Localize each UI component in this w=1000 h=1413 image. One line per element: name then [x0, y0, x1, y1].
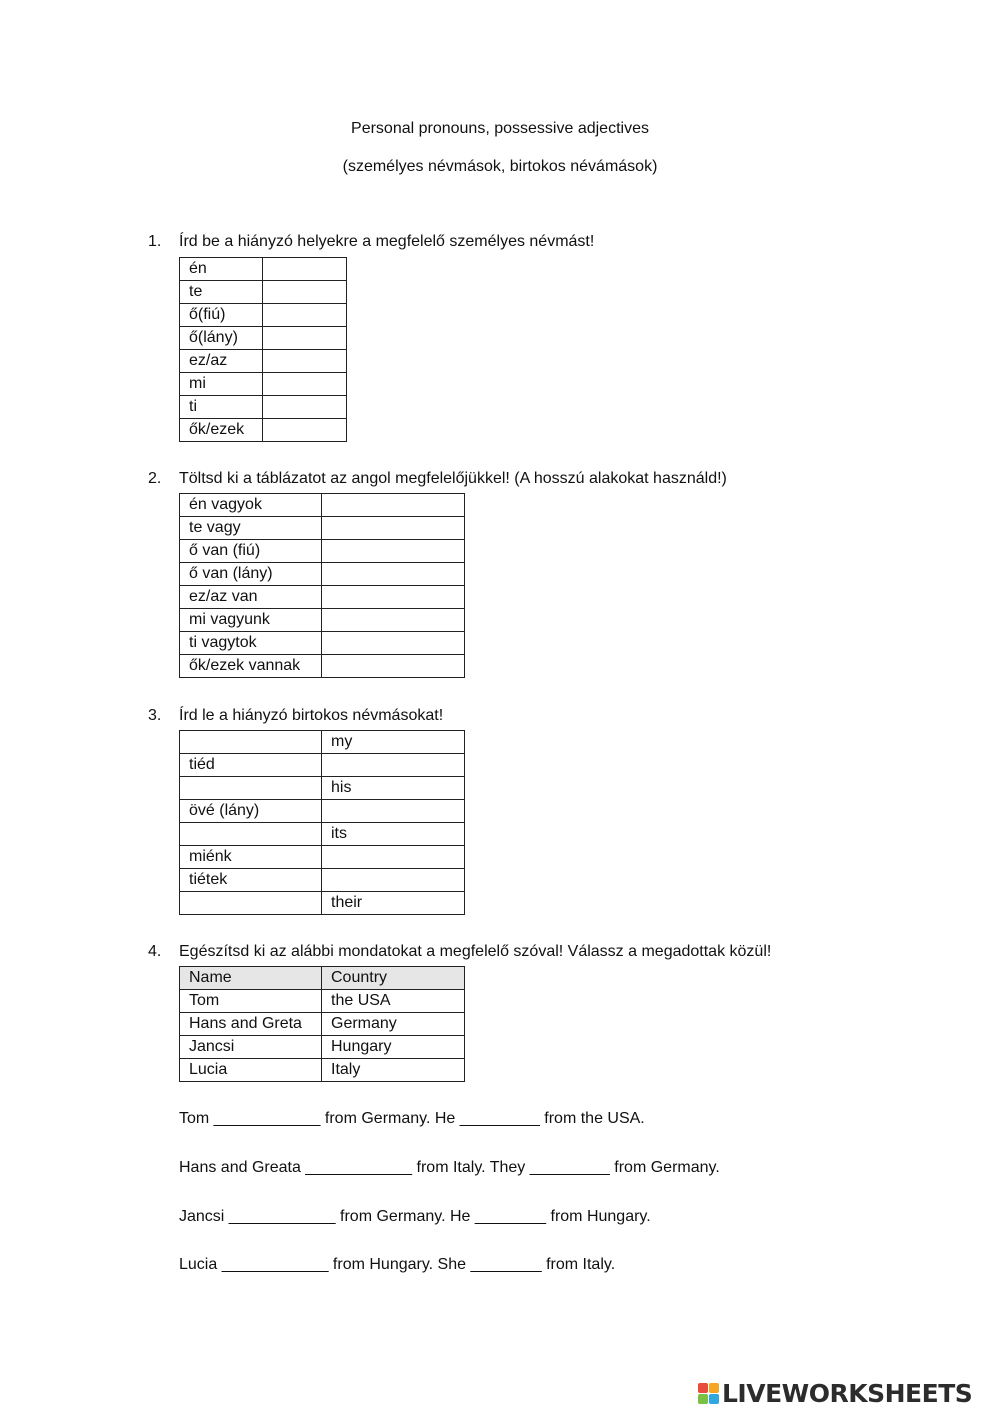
table-row: [180, 304, 347, 327]
table-row: [180, 823, 465, 846]
question-text: Egészítsd ki az alábbi mondatokat a megfelelő szóval! Válassz a megadottak közül!: [179, 943, 772, 960]
cell-hungarian: miénk: [180, 846, 322, 869]
cell-hungarian-input[interactable]: [180, 892, 322, 915]
cell-hungarian: tiétek: [180, 869, 322, 892]
cell-answer-input[interactable]: [322, 609, 465, 632]
cell-country: Italy: [322, 1059, 465, 1082]
question-text: Írd le a hiányzó birtokos névmásokat!: [179, 707, 444, 724]
cell-hungarian: mi: [180, 373, 263, 396]
table-to-be: [179, 493, 465, 678]
table-row: [180, 540, 465, 563]
cell-hungarian: ő(lány): [180, 327, 263, 350]
table-row: [180, 869, 465, 892]
cell-hungarian: ti: [180, 396, 263, 419]
table-row: [180, 754, 465, 777]
cell-answer-input[interactable]: [322, 586, 465, 609]
cell-hungarian: mi vagyunk: [180, 609, 322, 632]
cell-hungarian: ő van (lány): [180, 563, 322, 586]
cell-answer-input[interactable]: [263, 350, 347, 373]
cell-answer-input[interactable]: [263, 373, 347, 396]
table-row: [180, 1013, 465, 1036]
question-2: [148, 470, 727, 488]
cell-answer-input[interactable]: [322, 540, 465, 563]
question-text: Írd be a hiányzó helyekre a megfelelő személyes névmást!: [179, 233, 595, 250]
table-row: [180, 990, 465, 1013]
cell-english-input[interactable]: [322, 846, 465, 869]
cell-english-input[interactable]: [322, 800, 465, 823]
cell-country: Germany: [322, 1013, 465, 1036]
cell-english: their: [322, 892, 465, 915]
table-row: [180, 777, 465, 800]
table-row: [180, 494, 465, 517]
question-number: 1.: [148, 233, 162, 250]
cell-hungarian: ez/az: [180, 350, 263, 373]
cell-hungarian: te: [180, 281, 263, 304]
table-personal-pronouns: [179, 257, 347, 442]
table-row: [180, 517, 465, 540]
question-1: [148, 233, 594, 251]
header-country: Country: [322, 967, 465, 990]
table-row: [180, 419, 347, 442]
cell-answer-input[interactable]: [322, 517, 465, 540]
table-header-row: [180, 967, 465, 990]
cell-english: its: [322, 823, 465, 846]
cell-hungarian: ők/ezek vannak: [180, 655, 322, 678]
sentence-3[interactable]: Jancsi ____________ from Germany. He ________ from Hungary.: [179, 1208, 651, 1225]
cell-hungarian: te vagy: [180, 517, 322, 540]
sentence-4[interactable]: Lucia ____________ from Hungary. She ________ from Italy.: [179, 1256, 616, 1273]
logo-square: [698, 1394, 708, 1404]
table-row: [180, 373, 347, 396]
table-row: [180, 609, 465, 632]
cell-hungarian-input[interactable]: [180, 731, 322, 754]
cell-name: Hans and Greta: [180, 1013, 322, 1036]
cell-answer-input[interactable]: [263, 304, 347, 327]
cell-hungarian: ez/az van: [180, 586, 322, 609]
cell-answer-input[interactable]: [263, 396, 347, 419]
question-3: [148, 707, 443, 725]
cell-hungarian: tiéd: [180, 754, 322, 777]
cell-answer-input[interactable]: [322, 563, 465, 586]
question-number: 4.: [148, 943, 162, 960]
page-subtitle: (személyes névmások, birtokos névámások): [342, 158, 658, 175]
header-name: Name: [180, 967, 322, 990]
sentence-2[interactable]: Hans and Greata ____________ from Italy. They _________ from Germany.: [179, 1159, 720, 1176]
cell-name: Tom: [180, 990, 322, 1013]
question-text: Töltsd ki a táblázatot az angol megfelelőjükkel! (A hosszú alakokat használd!): [179, 470, 727, 487]
cell-hungarian: ők/ezek: [180, 419, 263, 442]
cell-country: Hungary: [322, 1036, 465, 1059]
table-row: [180, 800, 465, 823]
table-possessives: [179, 730, 465, 915]
cell-country: the USA: [322, 990, 465, 1013]
cell-hungarian-input[interactable]: [180, 823, 322, 846]
table-row: [180, 731, 465, 754]
table-row: [180, 281, 347, 304]
page-title: Personal pronouns, possessive adjectives: [351, 120, 649, 137]
cell-answer-input[interactable]: [263, 281, 347, 304]
cell-answer-input[interactable]: [322, 632, 465, 655]
cell-hungarian: ti vagytok: [180, 632, 322, 655]
logo-square: [709, 1394, 719, 1404]
cell-hungarian: én: [180, 258, 263, 281]
cell-answer-input[interactable]: [322, 494, 465, 517]
question-number: 3.: [148, 707, 162, 724]
cell-name: Jancsi: [180, 1036, 322, 1059]
logo-square: [709, 1383, 719, 1393]
table-row: [180, 327, 347, 350]
table-row: [180, 1059, 465, 1082]
cell-answer-input[interactable]: [263, 419, 347, 442]
cell-answer-input[interactable]: [263, 327, 347, 350]
table-row: [180, 1036, 465, 1059]
cell-english: his: [322, 777, 465, 800]
sentence-1[interactable]: Tom ____________ from Germany. He _________ from the USA.: [179, 1110, 645, 1127]
table-row: [180, 892, 465, 915]
table-row: [180, 396, 347, 419]
cell-name: Lucia: [180, 1059, 322, 1082]
table-row: [180, 655, 465, 678]
logo-text: LIVEWORKSHEETS: [722, 1379, 973, 1408]
cell-answer-input[interactable]: [322, 655, 465, 678]
cell-hungarian: ő van (fiú): [180, 540, 322, 563]
logo-mark-icon: [698, 1383, 719, 1404]
cell-english: my: [322, 731, 465, 754]
cell-hungarian: ő(fiú): [180, 304, 263, 327]
question-number: 2.: [148, 470, 162, 487]
table-row: [180, 563, 465, 586]
table-row: [180, 846, 465, 869]
table-row: [180, 632, 465, 655]
cell-english-input[interactable]: [322, 869, 465, 892]
liveworksheets-logo: [698, 1379, 972, 1408]
cell-hungarian: én vagyok: [180, 494, 322, 517]
cell-english-input[interactable]: [322, 754, 465, 777]
cell-answer-input[interactable]: [263, 258, 347, 281]
logo-square: [698, 1383, 708, 1393]
cell-hungarian: övé (lány): [180, 800, 322, 823]
table-name-country: [179, 966, 465, 1082]
table-row: [180, 350, 347, 373]
cell-hungarian-input[interactable]: [180, 777, 322, 800]
table-row: [180, 258, 347, 281]
table-row: [180, 586, 465, 609]
question-4: [148, 943, 771, 961]
